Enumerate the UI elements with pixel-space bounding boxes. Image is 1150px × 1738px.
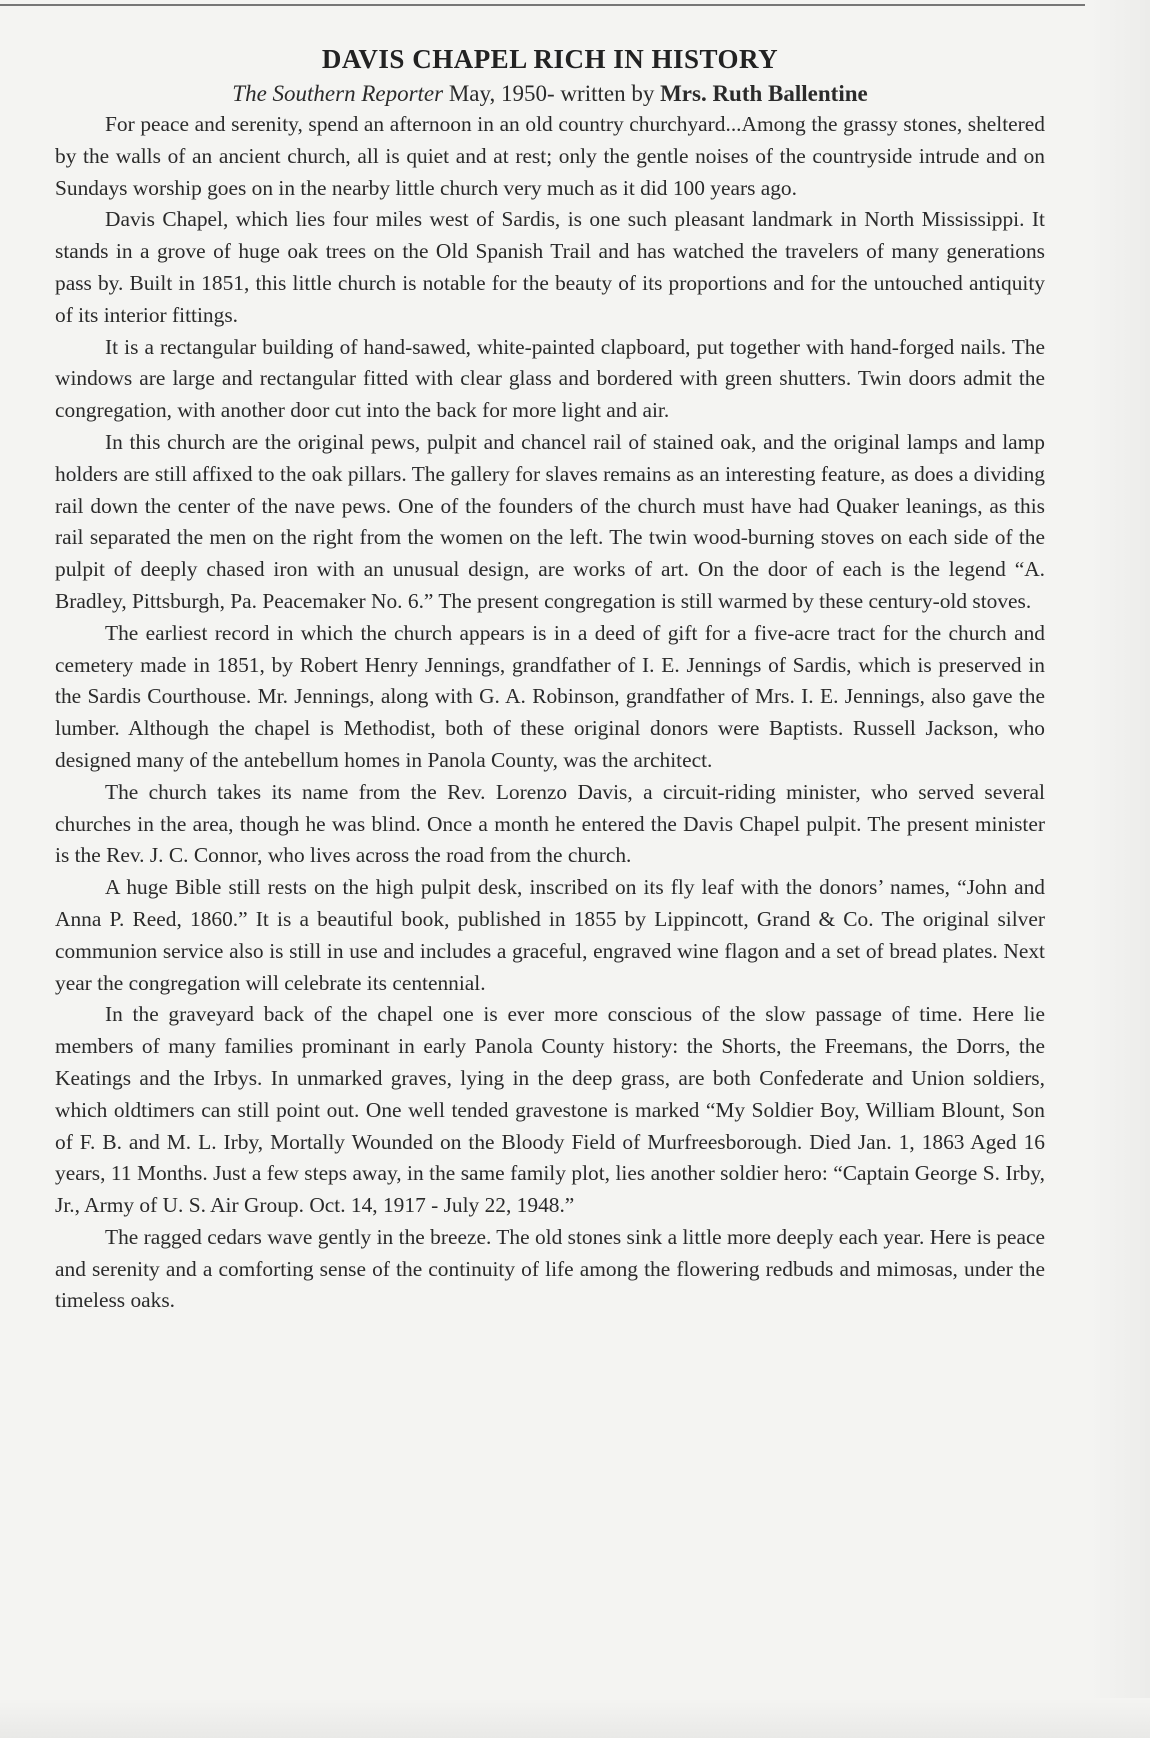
page-bottom-shadow: [0, 1698, 1150, 1738]
byline: [55, 81, 1045, 107]
publication-name: The Southern Reporter: [232, 81, 444, 106]
paragraph-namesake: The church takes its name from the Rev. Lorenzo Davis, a circuit-riding minister, who served several churches in the area, though he was blind. Once a month he entered the Davis Chapel pulpit. The present minister is the Rev. J. C. Connor, who lives across the road from the church.: [55, 779, 1045, 868]
article: [55, 44, 1045, 1317]
paragraph-building: It is a rectangular building of hand-sawed, white-painted clapboard, put together with hand-forged nails. The windows are large and rectangular fitted with clear glass and bordered with green shutters. Twin doors admit the congregation, with another door cut into the back for more light and air.: [55, 334, 1045, 423]
paragraph-interior: In this church are the original pews, pulpit and chancel rail of stained oak, and the original lamps and lamp holders are still affixed to the oak pillars. The gallery for slaves remains as an interesting feature, as does a dividing rail down the center of the nave pews. One of the founders of the church must have had Quaker leanings, as this rail separated the men on the right from the women on the left. The twin wood-burning stoves on each side of the pulpit of deeply chased iron with an unusual design, are works of art. On the door of each is the legend “A. Bradley, Pittsburgh, Pa. Peacemaker No. 6.” The present congregation is still warmed by these century-old stoves.: [55, 429, 1045, 613]
page-edge-shadow: [1090, 0, 1150, 1738]
author-name: Mrs. Ruth Ballentine: [660, 81, 868, 106]
article-title: DAVIS CHAPEL RICH IN HISTORY: [321, 44, 779, 74]
byline-date: May, 1950- written by: [443, 81, 661, 106]
paragraph-bible: A huge Bible still rests on the high pulpit desk, inscribed on its fly leaf with the donors’ names, “John and Anna P. Reed, 1860.” It is a beautiful book, published in 1855 by Lippincott, Grand & Co. The original silver communion service also is still in use and includes a graceful, engraved wine flagon and a set of bread plates. Next year the congregation will celebrate its centennial.: [55, 875, 1045, 995]
paragraph-location: Davis Chapel, which lies four miles west of Sardis, is one such pleasant landmark in North Mississippi. It stands in a grove of huge oak trees on the Old Spanish Trail and has watched the travelers of many generations pass by. Built in 1851, this little church is notable for the beauty of its proportions and for the untouched antiquity of its interior fittings.: [55, 207, 1045, 327]
top-border-line: [0, 4, 1085, 6]
paragraph-graveyard: In the graveyard back of the chapel one is ever more conscious of the slow passage of time. Here lie members of many families prominant in early Panola County history: the Shorts, the Freemans, the Dorrs, the Keatings and the Irbys. In unmarked graves, lying in the deep grass, are both Confederate and Union soldiers, which oldtimers can still point out. One well tended gravestone is marked “My Soldier Boy, William Blount, Son of F. B. and M. L. Irby, Mortally Wounded on the Bloody Field of Murfreesborough. Died Jan. 1, 1863 Aged 16 years, 11 Months. Just a few steps away, in the same family plot, lies another soldier hero: “Captain George S. Irby, Jr., Army of U. S. Air Group. Oct. 14, 1917 - July 22, 1948.”: [55, 1002, 1045, 1218]
paragraph-intro: For peace and serenity, spend an afternoon in an old country churchyard...Among the grassy stones, sheltered by the walls of an ancient church, all is quiet and at rest; only the gentle noises of the countryside intrude and on Sundays worship goes on in the nearby little church very much as it did 100 years ago.: [55, 112, 1045, 200]
paragraph-earliest-record: The earliest record in which the church appears is in a deed of gift for a five-acre tract for the church and cemetery made in 1851, by Robert Henry Jennings, grandfather of I. E. Jennings of Sardis, which is preserved in the Sardis Courthouse. Mr. Jennings, along with G. A. Robinson, grandfather of Mrs. I. E. Jennings, also gave the lumber. Although the chapel is Methodist, both of these original donors were Baptists. Russell Jackson, who designed many of the antebellum homes in Panola County, was the architect.: [55, 620, 1045, 772]
paragraph-closing: The ragged cedars wave gently in the breeze. The old stones sink a little more deeply each year. Here is peace and serenity and a comforting sense of the continuity of life among the flowering redbuds and mimosas, under the timeless oaks.: [55, 1224, 1045, 1313]
